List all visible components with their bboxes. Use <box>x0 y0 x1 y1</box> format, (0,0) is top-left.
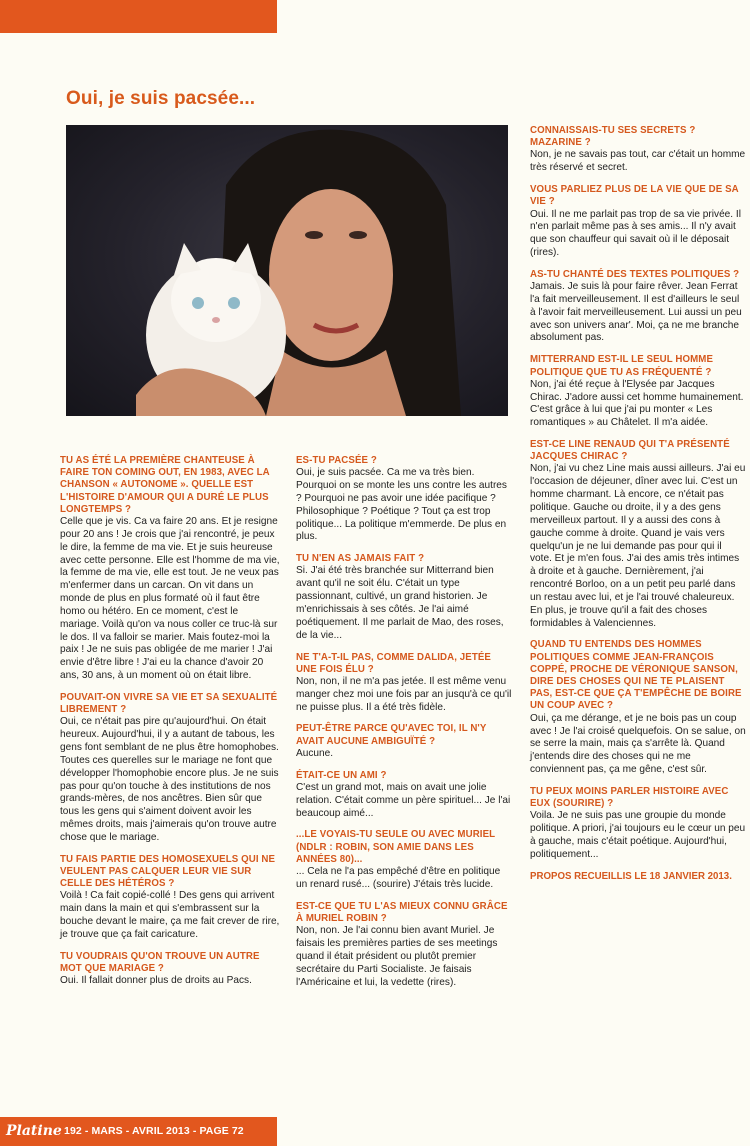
question: TU FAIS PARTIE DES HOMOSEXUELS QUI NE VEULENT PAS CALQUER LEUR VIE SUR CELLE DES HÉTÉROS ? <box>60 853 276 890</box>
question: VOUS PARLIEZ PLUS DE LA VIE QUE DE SA VIE ? <box>530 184 739 208</box>
question: POUVAIT-ON VIVRE SA VIE ET SA SEXUALITÉ LIBREMENT ? <box>60 691 278 716</box>
question: TU PEUX MOINS PARLER HISTOIRE AVEC EUX (SOURIRE) ? <box>530 785 729 810</box>
answer: Celle que je vis. Ca va faire 20 ans. Et je resigne pour 20 ans ! Je crois que j'ai rencontré, je peux le dire, la femme de ma vie. Et je suis heureuse avec cette personne. Elle est l'homme de ma vie, la femme de ma vie, elle est tout. Je ne veux pas m'enfermer dans un carcan. On vit dans un monde de plus en plus formaté où il faut être homo ou hétéro. En ce moment, c'est le mariage. Voilà qu'on va nous coller ce truc-là sur le dos. Il va falloir se marier. Mais foutez-moi la paix ! Je ne suis pas obligée de me marier ! J'ai envie d'être libre ! J'ai eu la chance d'avoir 20 ans, 30 ans, à un moment où on était libre. <box>60 516 280 682</box>
question: TU N'EN AS JAMAIS FAIT ? <box>296 553 425 565</box>
question: AS-TU CHANTÉ DES TEXTES POLITIQUES ? <box>530 268 740 280</box>
answer: Aucune. <box>296 747 334 759</box>
answer: Oui. Il ne me parlait pas trop de sa vie privée. Il n'en parlait même pas à ses amis... Il n'y avait que son chauffeur qui savait où il le déposait (rires). <box>530 208 741 259</box>
qa-block <box>296 901 514 990</box>
answer: ... Cela ne l'a pas empêché d'être en politique un renard rusé... (sourire) J'étais très lucide. <box>296 866 501 890</box>
portrait-illustration <box>66 125 508 416</box>
question: CONNAISSAIS-TU SES SECRETS ? MAZARINE ? <box>530 125 696 149</box>
issue-page-info: 192 - MARS - AVRIL 2013 - PAGE 72 <box>64 1125 244 1137</box>
answer: Jamais. Je suis là pour faire rêver. Jean Ferrat l'a fait merveilleusement. Il est d'ailleurs le seul à l'avoir fait merveilleusement. Lui aussi un peu avec son univers anar'. Moi, ça ne me branche absolument pas. <box>530 281 742 344</box>
question: MITTERRAND EST-IL LE SEUL HOMME POLITIQUE QUE TU AS FRÉQUENTÉ ? <box>530 354 714 378</box>
question: ES-TU PACSÉE ? <box>296 455 377 466</box>
answer: Non, je ne savais pas tout, car c'était un homme très réservé et secret. <box>530 149 746 174</box>
page-title: Oui, je suis pacsée... <box>66 88 256 109</box>
question: NE T'A-T-IL PAS, COMME DALIDA, JETÉE UNE FOIS ÉLU ? <box>296 651 491 675</box>
question: PEUT-ÊTRE PARCE QU'AVEC TOI, IL N'Y AVAIT AUCUNE AMBIGUÏTÉ ? <box>296 723 487 747</box>
question: ...LE VOYAIS-TU SEULE OU AVEC MURIEL (NDLR : ROBIN, SON AMIE DANS LES ANNÉES 80)... <box>296 829 495 865</box>
qa-block <box>296 723 514 760</box>
qa-block <box>530 786 746 862</box>
qa-block <box>60 455 280 683</box>
answer: Oui, je suis pacsée. Ca me va très bien. Pourquoi on se monte les uns contre les autres ? Pourquoi ne pas avoir une idée pacifique ? Philosophique ? Poétique ? Tout ça est trop politique... La politique m'emmerde. De plus en plus. <box>296 467 507 543</box>
answer: Voila. Je ne suis pas une groupie du monde politique. A priori, j'ai toujours eu le cœur un peu à gauche, mais c'était poétique. Aujourd'hui, politiquement... <box>530 810 746 860</box>
qa-block <box>296 652 514 715</box>
top-accent-bar <box>0 0 277 33</box>
qa-block <box>296 455 514 544</box>
question: TU VOUDRAIS QU'ON TROUVE UN AUTRE MOT QUE MARIAGE ? <box>60 950 260 975</box>
answer: Non, non. Je l'ai connu bien avant Muriel. Je faisais les premières parties de ses meetings quand il était président ou plutôt premier secrétaire du Parti Socialiste. Je faisais l'Américaine et lui, la vedette (rires). <box>296 925 498 988</box>
interview-credit: PROPOS RECUEILLIS LE 18 JANVIER 2013. <box>530 870 732 882</box>
qa-block <box>530 639 746 776</box>
answer: Oui, ce n'était pas pire qu'aujourd'hui. On était heureux. Aujourd'hui, il y a autant de tabous, les gens font semblant de ne plus être homophobes. Toutes ces querelles sur le mariage ne font que développer l'homophobie encore plus. Je ne suis pas pour qu'on touche à des institutions de nos grands-mères, de nos ancêtres. Bien sûr que tous les gens qui s'aiment doivent avoir les mêmes droits, mais j'aimerais qu'on trouve autre chose que le mariage. <box>60 716 279 843</box>
qa-block <box>60 951 280 988</box>
answer: Oui, ça me dérange, et je ne bois pas un coup avec ! Je l'ai croisé quelquefois. On se salue, on se serre la main, mais ça s'arrête là. Quand j'entends dire des choses qui ne me conviennent pas, ça me gêne, c'est sûr. <box>530 712 746 776</box>
qa-block <box>530 269 746 345</box>
qa-block <box>296 770 514 821</box>
qa-block <box>530 125 746 175</box>
qa-block <box>530 354 746 430</box>
interview-column-left <box>60 455 280 997</box>
answer: Si. J'ai été très branchée sur Mitterrand bien avant qu'il ne soit élu. C'était un type passionnant, cultivé, un grand historien. Je m'enrichissais à ses côtés. Je l'ai aimé poétiquement. Il me parlait de Mao, des roses, de la vie... <box>296 565 504 641</box>
question: EST-CE LINE RENAUD QUI T'A PRÉSENTÉ JACQUES CHIRAC ? <box>530 439 730 463</box>
interview-column-middle <box>296 455 514 998</box>
qa-block <box>296 829 514 891</box>
answer: C'est un grand mot, mais on avait une jolie relation. C'était comme un père spirituel... Je l'ai beaucoup aimé... <box>296 781 511 819</box>
portrait-photo <box>66 125 508 416</box>
answer: Non, j'ai vu chez Line mais aussi ailleurs. J'ai eu l'occasion de déjeuner, dîner avec lui. C'est un homme charmant. Là encore, ce n'était pas politique. Gauche ou droite, il y a des gens merveilleux partout. Il y a aussi des cons à gauche comme à droite. Quand je vais vers quelqu'un je ne lui demande pas pour qui il vote. Et je m'en fous. J'ai des amis très intimes à droite et à gauche. Dernièrement, j'ai rencontré Borloo, on a un petit peu parlé dans un restau avec lui, et je l'ai trouvé chaleureux. En plus, je trouve qu'il a fait des choses formidables à Valenciennes. <box>530 463 746 629</box>
interview-column-right <box>530 125 746 884</box>
qa-block <box>296 553 514 642</box>
answer: Non, non, il ne m'a pas jetée. Il est même venu manger chez moi une fois par an jusqu'à ce qu'il ne puisse plus. Il a été très fidèle. <box>296 675 512 713</box>
question: QUAND TU ENTENDS DES HOMMES POLITIQUES COMME JEAN-FRANÇOIS COPPÉ, PROCHE DE VÉRONIQUE SANSON, DIRE DES CHOSES QUI NE TE PLAISENT PAS, EST-CE QUE ÇA T'EMPÊCHE DE BOIRE UN COUP AVEC ? <box>530 639 742 712</box>
answer: Non, j'ai été reçue à l'Elysée par Jacques Chirac. J'adore aussi cet homme humainement. C'est grâce à lui que j'ai pu monter « Les romantiques » au Châtelet. Il m'a aidée. <box>530 378 744 429</box>
magazine-logo: Platine <box>6 1123 62 1139</box>
answer: Oui. Il fallait donner plus de droits au Pacs. <box>60 975 252 987</box>
question: TU AS ÉTÉ LA PREMIÈRE CHANTEUSE À FAIRE TON COMING OUT, EN 1983, AVEC LA CHANSON « AUTONOME ». QUELLE EST L'HISTOIRE D'AMOUR QUI A DURÉ LE PLUS LONGTEMPS ? <box>60 455 270 515</box>
question: ÉTAIT-CE UN AMI ? <box>296 769 387 781</box>
question: EST-CE QUE TU L'AS MIEUX CONNU GRÂCE À MURIEL ROBIN ? <box>296 900 508 924</box>
qa-block <box>60 692 280 845</box>
qa-block <box>60 854 280 942</box>
qa-block <box>530 439 746 630</box>
qa-block <box>530 184 746 260</box>
answer: Voilà ! Ca fait copié-collé ! Des gens qui arrivent main dans la main et qui s'embrassent sur la bouche devant le maire, ça me fait crever de rire, je trouve que ça fait caricature. <box>60 890 280 940</box>
